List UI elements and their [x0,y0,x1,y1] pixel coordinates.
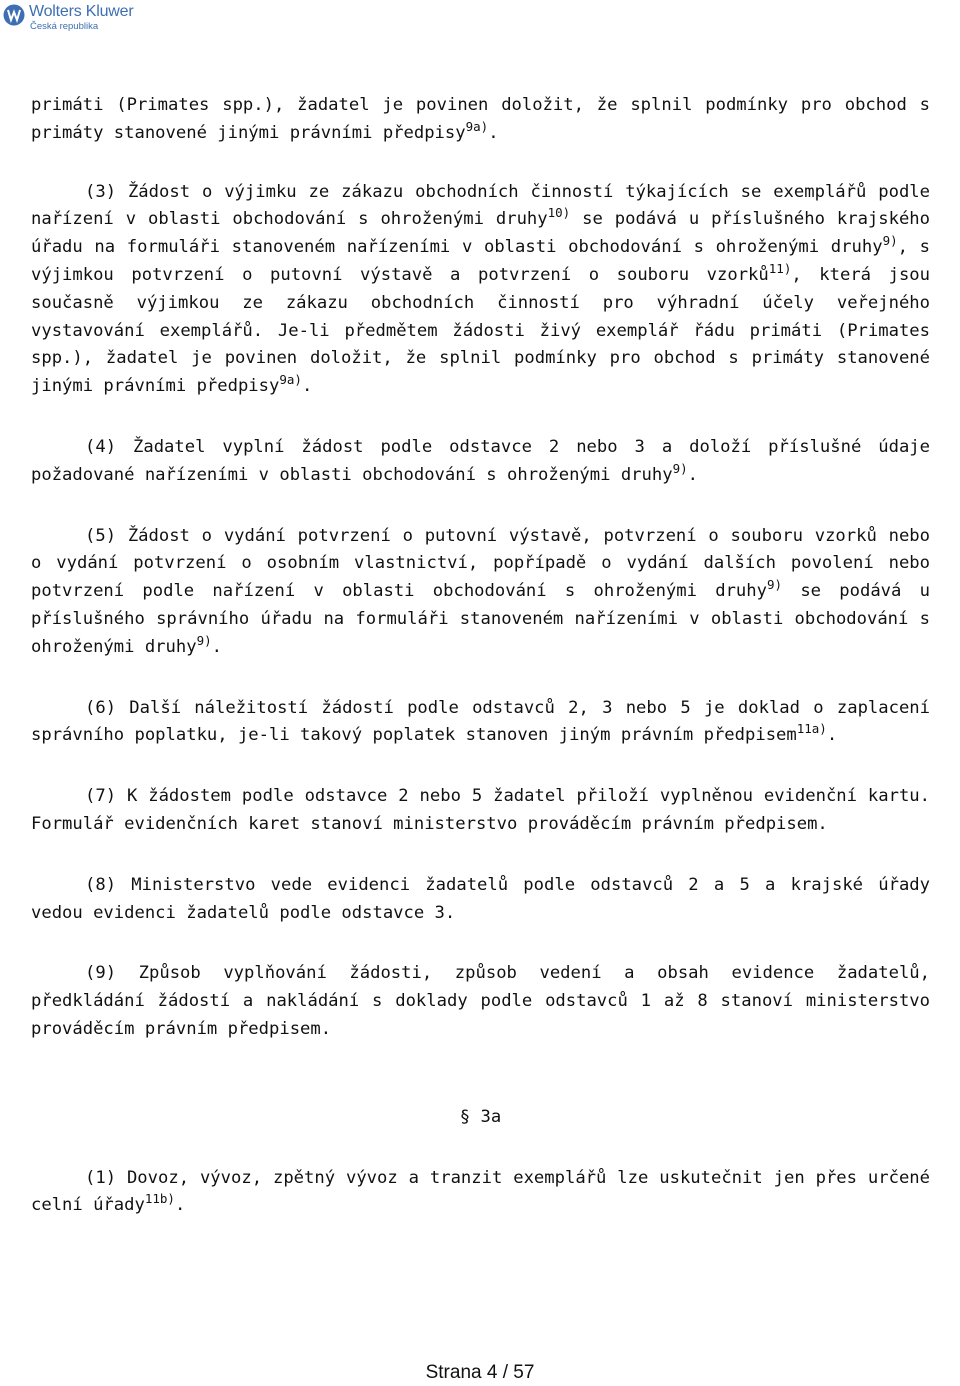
paragraph-continuation: primáti (Primates spp.), žadatel je povinen doložit, že splnil podmínky pro obchod s primáty stanovené jinými právními předpisy$^{9a)}$. [31,95,930,143]
wolters-kluwer-logo-icon [3,4,25,26]
paragraph-3: (3) Žádost o výjimku ze zákazu obchodních činností týkajících se exemplářů podle nařízení v oblasti obchodování s ohroženými druhy$^{10)}$ se podává u příslušného krajského úřadu na formuláři stanoveném nařízeními v oblasti obchodování s ohroženými druhy$^{9)}$, s výjimkou potvrzení o putovní výstavě a potvrzení o souboru vzorků$^{11)}$, která jsou současně výjimkou ze zákazu obchodních činností pro výhradní účely veřejného vystavování exemplářů. Je-li předmětem žádosti živý exemplář řádu primáti (Primates spp.), žadatel je povinen doložit, že splnil podmínky pro obchod s primáty stanovené jinými právními předpisy$^{9a)}$. [31,181,931,397]
section-paragraph-1: (1) Dovoz, vývoz, zpětný vývoz a tranzit exemplářů lze uskutečnit jen přes určené celní úřady$^{11b)}$. [31,1167,930,1216]
paragraph-4: (4) Žadatel vyplní žádost podle odstavce 2 nebo 3 a doloží příslušné údaje požadované nařízeními v oblasti obchodování s ohroženými druhy$^{9)}$. [31,436,930,485]
paragraph-7: (7) K žádostem podle odstavce 2 nebo 5 žadatel přiloží vyplněnou evidenční kartu. Formulář evidenčních karet stanoví ministerstvo prováděcím právním předpisem. [31,786,930,834]
document-body [31,92,930,1253]
paragraph-6: (6) Další náležitostí žádostí podle odstavců 2, 3 nebo 5 je doklad o zaplacení správního poplatku, je-li takový poplatek stanoven jiným právním předpisem$^{11a)}$. [31,697,930,746]
brand-name: Wolters Kluwer [29,3,134,20]
paragraph-9: (9) Způsob vyplňování žádosti, způsob vedení a obsah evidence žadatelů, předkládání žádostí a nakládání s doklady podle odstavců 1 až 8 stanoví ministerstvo prováděcím právním předpisem. [31,963,930,1039]
section-heading: § 3a [459,1106,502,1127]
paragraph-5: (5) Žádost o vydání potvrzení o putovní výstavě, potvrzení o souboru vzorků nebo o vydání potvrzení o osobním vlastnictví, popřípadě o vydání dalších povolení nebo potvrzení podle nařízení v oblasti obchodování s ohroženými druhy$^{9)}$ se podává u příslušného správního úřadu na formuláři stanoveném nařízeními v oblasti obchodování s ohroženými druhy$^{9)}$. [31,525,930,657]
publisher-logo [3,4,134,32]
paragraph-8: (8) Ministerstvo vede evidenci žadatelů podle odstavců 2 a 5 a krajské úřady vedou evidenci žadatelů podle odstavce 3. [31,874,930,923]
brand-subtitle: Česká republika [30,21,99,32]
page-number: Strana 4 / 57 [425,1362,535,1383]
